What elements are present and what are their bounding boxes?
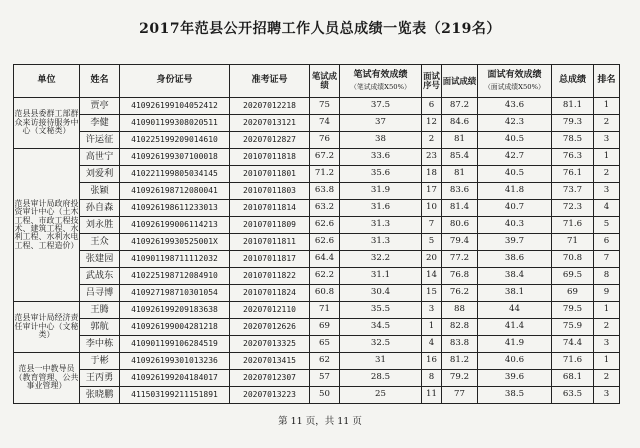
- interview-order-cell: 6: [422, 98, 442, 115]
- rank-cell: 1: [594, 149, 620, 166]
- written-score-cell: 76: [310, 132, 340, 149]
- id-number-cell: 410926199004281218: [120, 319, 230, 336]
- rank-cell: 1: [594, 302, 620, 319]
- total-score-cell: 79.3: [552, 115, 594, 132]
- interview-order-cell: 10: [422, 200, 442, 217]
- interview-order-cell: 12: [422, 115, 442, 132]
- total-score-cell: 69.5: [552, 268, 594, 285]
- table-row: [14, 149, 620, 166]
- written-score-cell: 74: [310, 115, 340, 132]
- rank-cell: 7: [594, 251, 620, 268]
- total-score-cell: 76.1: [552, 166, 594, 183]
- table-row: [14, 387, 620, 404]
- interview-score-cell: 81: [442, 166, 478, 183]
- id-number-cell: 410927198710301054: [120, 285, 230, 302]
- interview-score-cell: 80.6: [442, 217, 478, 234]
- id-number-cell: 410926199006114213: [120, 217, 230, 234]
- interview-order-cell: 18: [422, 166, 442, 183]
- interview-score-cell: 79.2: [442, 370, 478, 387]
- interview-effective-cell: 40.5: [478, 166, 552, 183]
- interview-effective-cell: 40.6: [478, 353, 552, 370]
- name-cell: 吕寻博: [80, 285, 120, 302]
- id-number-cell: 410901199106284519: [120, 336, 230, 353]
- interview-score-cell: 88: [442, 302, 478, 319]
- interview-order-cell: 16: [422, 353, 442, 370]
- id-number-cell: 410225198712084910: [120, 268, 230, 285]
- page-title: 2017年范县公开招聘工作人员总成绩一览表（219名）: [139, 21, 501, 37]
- ticket-number-cell: 20107011817: [230, 251, 310, 268]
- ticket-number-cell: 20107011811: [230, 234, 310, 251]
- name-cell: 刘永胜: [80, 217, 120, 234]
- ticket-number-cell: 20107011818: [230, 149, 310, 166]
- rank-cell: 8: [594, 268, 620, 285]
- total-score-cell: 79.5: [552, 302, 594, 319]
- written-score-cell: 75: [310, 98, 340, 115]
- written-score-cell: 63.2: [310, 200, 340, 217]
- written-effective-cell: 28.5: [340, 370, 422, 387]
- id-number-cell: 410221199805034145: [120, 166, 230, 183]
- unit-cell: 范县县委群工部群众来访接待服务中心（文秘类）: [14, 98, 80, 149]
- written-score-cell: 71: [310, 302, 340, 319]
- ticket-number-cell: 20207012110: [230, 302, 310, 319]
- total-score-cell: 78.5: [552, 132, 594, 149]
- written-score-cell: 50: [310, 387, 340, 404]
- ticket-number-cell: 20207012307: [230, 370, 310, 387]
- ticket-number-cell: 20107011803: [230, 183, 310, 200]
- name-cell: 刘爱利: [80, 166, 120, 183]
- written-effective-cell: 33.6: [340, 149, 422, 166]
- name-cell: 李中栋: [80, 336, 120, 353]
- name-cell: 郭航: [80, 319, 120, 336]
- interview-effective-cell: 41.4: [478, 319, 552, 336]
- rank-cell: 5: [594, 217, 620, 234]
- interview-effective-cell: 38.4: [478, 268, 552, 285]
- rank-cell: 3: [594, 132, 620, 149]
- name-cell: 武战东: [80, 268, 120, 285]
- header-interview-effective-label: 面试有效成绩: [487, 70, 542, 81]
- total-score-cell: 81.1: [552, 98, 594, 115]
- written-score-cell: 71.2: [310, 166, 340, 183]
- header-name: 姓名: [80, 65, 120, 98]
- scores-body: [14, 98, 620, 404]
- header-written: 笔试成绩: [310, 65, 340, 98]
- written-effective-cell: 31.3: [340, 217, 422, 234]
- rank-cell: 4: [594, 200, 620, 217]
- name-cell: 高世宁: [80, 149, 120, 166]
- header-interview-effective-formula: （面试成绩X50%）: [484, 82, 545, 91]
- interview-order-cell: 4: [422, 336, 442, 353]
- rank-cell: 3: [594, 387, 620, 404]
- name-cell: 贾亭: [80, 98, 120, 115]
- table-row: [14, 285, 620, 302]
- table-row: [14, 234, 620, 251]
- header-written-effective: [340, 65, 422, 98]
- written-effective-cell: 31.3: [340, 234, 422, 251]
- written-score-cell: 62.2: [310, 268, 340, 285]
- table-row: [14, 302, 620, 319]
- interview-effective-cell: 41.8: [478, 183, 552, 200]
- table-row: [14, 132, 620, 149]
- table-row: [14, 251, 620, 268]
- written-effective-cell: 32.2: [340, 251, 422, 268]
- interview-score-cell: 81.2: [442, 353, 478, 370]
- ticket-number-cell: 20207013325: [230, 336, 310, 353]
- interview-score-cell: 81: [442, 132, 478, 149]
- written-effective-cell: 25: [340, 387, 422, 404]
- total-score-cell: 63.5: [552, 387, 594, 404]
- interview-effective-cell: 38.6: [478, 251, 552, 268]
- total-score-cell: 68.1: [552, 370, 594, 387]
- header-interview-order: 面试序号: [422, 65, 442, 98]
- interview-effective-cell: 43.6: [478, 98, 552, 115]
- written-score-cell: 62.6: [310, 217, 340, 234]
- unit-cell: 范县一中教导员（教育管理、公共事业管理）: [14, 353, 80, 404]
- id-number-cell: 410225199209014610: [120, 132, 230, 149]
- id-number-cell: 411503199211151891: [120, 387, 230, 404]
- interview-order-cell: 1: [422, 319, 442, 336]
- name-cell: 于彬: [80, 353, 120, 370]
- rank-cell: 9: [594, 285, 620, 302]
- name-cell: 张晓鹏: [80, 387, 120, 404]
- written-score-cell: 62: [310, 353, 340, 370]
- total-score-cell: 76.3: [552, 149, 594, 166]
- interview-order-cell: 15: [422, 285, 442, 302]
- interview-order-cell: 11: [422, 387, 442, 404]
- table-row: [14, 183, 620, 200]
- interview-order-cell: 2: [422, 132, 442, 149]
- name-cell: 王丙勇: [80, 370, 120, 387]
- id-number-cell: 410926199301013236: [120, 353, 230, 370]
- name-cell: 王腾: [80, 302, 120, 319]
- total-score-cell: 72.3: [552, 200, 594, 217]
- written-effective-cell: 32.5: [340, 336, 422, 353]
- name-cell: 孙自森: [80, 200, 120, 217]
- interview-score-cell: 76.2: [442, 285, 478, 302]
- id-number-cell: 410926198611233013: [120, 200, 230, 217]
- written-score-cell: 69: [310, 319, 340, 336]
- written-effective-cell: 35.6: [340, 166, 422, 183]
- total-score-cell: 73.7: [552, 183, 594, 200]
- written-score-cell: 57: [310, 370, 340, 387]
- table-row: [14, 200, 620, 217]
- table-row: [14, 115, 620, 132]
- written-score-cell: 65: [310, 336, 340, 353]
- interview-score-cell: 81.4: [442, 200, 478, 217]
- interview-order-cell: 5: [422, 234, 442, 251]
- interview-order-cell: 20: [422, 251, 442, 268]
- header-rank: 排名: [594, 65, 620, 98]
- interview-effective-cell: 40.5: [478, 132, 552, 149]
- name-cell: 许运征: [80, 132, 120, 149]
- header-ticket: 准考证号: [230, 65, 310, 98]
- written-effective-cell: 38: [340, 132, 422, 149]
- interview-effective-cell: 41.9: [478, 336, 552, 353]
- name-cell: 张颖: [80, 183, 120, 200]
- rank-cell: 3: [594, 336, 620, 353]
- id-number-cell: 41092619930525001X: [120, 234, 230, 251]
- header-written-effective-formula: （笔试成绩X50%）: [350, 82, 411, 91]
- rank-cell: 2: [594, 166, 620, 183]
- total-score-cell: 69: [552, 285, 594, 302]
- id-number-cell: 410926199104052412: [120, 98, 230, 115]
- ticket-number-cell: 20207013415: [230, 353, 310, 370]
- table-row: [14, 268, 620, 285]
- name-cell: 王众: [80, 234, 120, 251]
- interview-score-cell: 85.4: [442, 149, 478, 166]
- interview-score-cell: 79.4: [442, 234, 478, 251]
- written-effective-cell: 31: [340, 353, 422, 370]
- written-score-cell: 67.2: [310, 149, 340, 166]
- total-score-cell: 71: [552, 234, 594, 251]
- interview-effective-cell: 44: [478, 302, 552, 319]
- table-row: [14, 319, 620, 336]
- interview-effective-cell: 42.3: [478, 115, 552, 132]
- name-cell: 李健: [80, 115, 120, 132]
- written-score-cell: 62.6: [310, 234, 340, 251]
- id-number-cell: 410926199209183638: [120, 302, 230, 319]
- header-total: 总成绩: [552, 65, 594, 98]
- rank-cell: 2: [594, 370, 620, 387]
- id-number-cell: 410926199204184017: [120, 370, 230, 387]
- table-row: [14, 166, 620, 183]
- interview-effective-cell: 39.7: [478, 234, 552, 251]
- written-score-cell: 63.8: [310, 183, 340, 200]
- interview-score-cell: 83.6: [442, 183, 478, 200]
- written-effective-cell: 37: [340, 115, 422, 132]
- ticket-number-cell: 20207012218: [230, 98, 310, 115]
- id-number-cell: 410926199307100018: [120, 149, 230, 166]
- rank-cell: 3: [594, 183, 620, 200]
- written-effective-cell: 37.5: [340, 98, 422, 115]
- interview-score-cell: 82.8: [442, 319, 478, 336]
- ticket-number-cell: 20207013223: [230, 387, 310, 404]
- header-interview: 面试成绩: [442, 65, 478, 98]
- interview-score-cell: 76.8: [442, 268, 478, 285]
- written-score-cell: 60.8: [310, 285, 340, 302]
- table-row: [14, 370, 620, 387]
- unit-cell: 范县审计局经济责任审计中心（文秘类）: [14, 302, 80, 353]
- ticket-number-cell: 20207012827: [230, 132, 310, 149]
- id-number-cell: 410901198711112032: [120, 251, 230, 268]
- interview-order-cell: 23: [422, 149, 442, 166]
- header-unit: 单位: [14, 65, 80, 98]
- total-score-cell: 70.8: [552, 251, 594, 268]
- table-row: [14, 336, 620, 353]
- rank-cell: 2: [594, 115, 620, 132]
- ticket-number-cell: 20207012626: [230, 319, 310, 336]
- interview-score-cell: 84.6: [442, 115, 478, 132]
- written-effective-cell: 31.1: [340, 268, 422, 285]
- written-effective-cell: 31.6: [340, 200, 422, 217]
- written-effective-cell: 31.9: [340, 183, 422, 200]
- total-score-cell: 71.6: [552, 217, 594, 234]
- unit-cell: 范县审计局政府投资审计中心（土木工程、市政工程技术、建筑工程、水利工程、水利水电工程、工程造价）: [14, 149, 80, 302]
- written-score-cell: 64.4: [310, 251, 340, 268]
- rank-cell: 1: [594, 98, 620, 115]
- total-score-cell: 75.9: [552, 319, 594, 336]
- interview-effective-cell: 38.1: [478, 285, 552, 302]
- interview-score-cell: 87.2: [442, 98, 478, 115]
- interview-effective-cell: 42.7: [478, 149, 552, 166]
- interview-score-cell: 77: [442, 387, 478, 404]
- interview-order-cell: 17: [422, 183, 442, 200]
- interview-score-cell: 77.2: [442, 251, 478, 268]
- ticket-number-cell: 20207013121: [230, 115, 310, 132]
- interview-effective-cell: 38.5: [478, 387, 552, 404]
- written-effective-cell: 34.5: [340, 319, 422, 336]
- interview-order-cell: 7: [422, 217, 442, 234]
- rank-cell: 1: [594, 353, 620, 370]
- ticket-number-cell: 20107011814: [230, 200, 310, 217]
- total-score-cell: 74.4: [552, 336, 594, 353]
- id-number-cell: 410901199308020511: [120, 115, 230, 132]
- scores-table: [13, 64, 620, 404]
- rank-cell: 2: [594, 319, 620, 336]
- ticket-number-cell: 20107011824: [230, 285, 310, 302]
- ticket-number-cell: 20107011809: [230, 217, 310, 234]
- table-row: [14, 98, 620, 115]
- total-score-cell: 71.6: [552, 353, 594, 370]
- table-row: [14, 353, 620, 370]
- table-row: [14, 217, 620, 234]
- interview-effective-cell: 40.7: [478, 200, 552, 217]
- ticket-number-cell: 20107011822: [230, 268, 310, 285]
- written-effective-cell: 35.5: [340, 302, 422, 319]
- header-interview-effective: [478, 65, 552, 98]
- header-written-effective-label: 笔试有效成绩: [353, 70, 408, 81]
- header-id: 身份证号: [120, 65, 230, 98]
- interview-effective-cell: 40.3: [478, 217, 552, 234]
- id-number-cell: 410926198712080041: [120, 183, 230, 200]
- interview-order-cell: 14: [422, 268, 442, 285]
- interview-order-cell: 8: [422, 370, 442, 387]
- ticket-number-cell: 20107011801: [230, 166, 310, 183]
- written-effective-cell: 30.4: [340, 285, 422, 302]
- interview-effective-cell: 39.6: [478, 370, 552, 387]
- name-cell: 张建园: [80, 251, 120, 268]
- rank-cell: 6: [594, 234, 620, 251]
- page-footer: 第 11 页，共 11 页: [278, 416, 362, 427]
- interview-score-cell: 83.8: [442, 336, 478, 353]
- table-header-row: [14, 65, 620, 98]
- interview-order-cell: 3: [422, 302, 442, 319]
